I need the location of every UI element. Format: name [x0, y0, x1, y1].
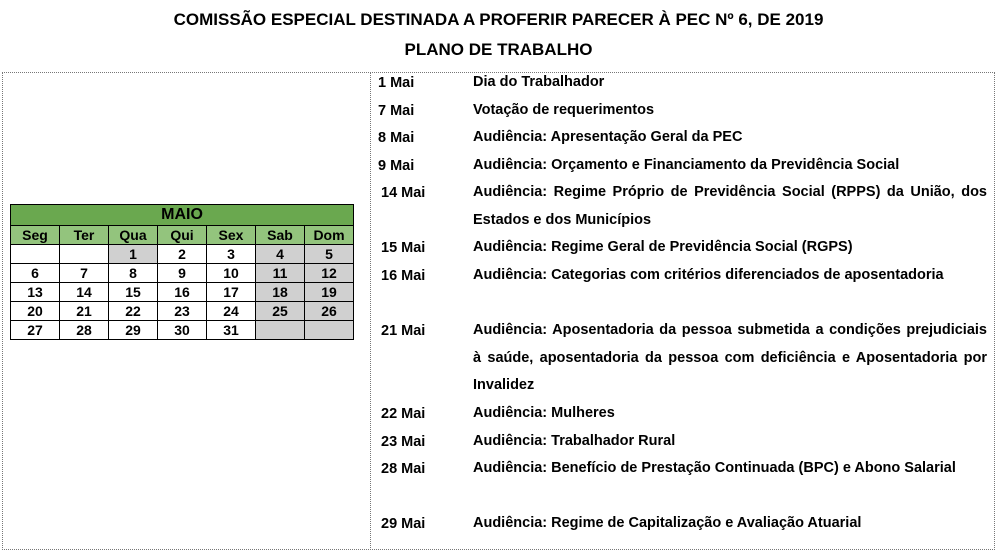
calendar-day: 20: [11, 302, 60, 321]
schedule-date: 29 Mai: [381, 516, 426, 532]
calendar-day: 3: [207, 245, 256, 264]
schedule-date: 1 Mai: [378, 75, 415, 91]
schedule-date: 14 Mai: [381, 185, 426, 201]
calendar-day: 28: [60, 321, 109, 340]
calendar-day: [60, 245, 109, 264]
schedule-description: Audiência: Regime Geral de Previdência Social (RGPS): [473, 239, 853, 255]
schedule-date: 21 Mai: [381, 323, 426, 339]
calendar-day: 7: [60, 264, 109, 283]
calendar-day: 6: [11, 264, 60, 283]
calendar-day: [11, 245, 60, 264]
calendar-day: 11: [256, 264, 305, 283]
schedule-description: Votação de requerimentos: [473, 102, 655, 118]
calendar-day: 30: [158, 321, 207, 340]
weekday-header: Sex: [207, 226, 256, 245]
weekday-header: Sab: [256, 226, 305, 245]
calendar-day: 29: [109, 321, 158, 340]
schedule-description: Audiência: Mulheres: [473, 405, 615, 421]
calendar-day: 23: [158, 302, 207, 321]
weekday-header: Qua: [109, 226, 158, 245]
calendar-day: 21: [60, 302, 109, 321]
weekday-header: Dom: [305, 226, 354, 245]
schedule-date: 8 Mai: [378, 130, 415, 146]
calendar-day: 19: [305, 283, 354, 302]
schedule-description: Audiência: Orçamento e Financiamento da Previdência Social: [473, 157, 900, 173]
calendar-day: 9: [158, 264, 207, 283]
weekday-header: Ter: [60, 226, 109, 245]
calendar-day: 16: [158, 283, 207, 302]
calendar-day: 8: [109, 264, 158, 283]
calendar-day: [256, 321, 305, 340]
schedule-date: 7 Mai: [378, 103, 415, 119]
calendar-day: 31: [207, 321, 256, 340]
calendar-day: 24: [207, 302, 256, 321]
calendar-day: 22: [109, 302, 158, 321]
schedule-date: 15 Mai: [381, 240, 426, 256]
schedule-description: Audiência: Regime de Capitalização e Avaliação Atuarial: [473, 515, 862, 531]
calendar-may: [10, 204, 354, 340]
schedule-description: Dia do Trabalhador: [473, 74, 605, 90]
schedule-date: 9 Mai: [378, 158, 415, 174]
schedule-date: 22 Mai: [381, 406, 426, 422]
schedule-description: Audiência: Categorias com critérios diferenciados de aposentadoria: [473, 267, 944, 283]
weekday-header: Seg: [11, 226, 60, 245]
calendar-day: 5: [305, 245, 354, 264]
schedule-description: Audiência: Trabalhador Rural: [473, 433, 676, 449]
schedule-description: Audiência: Aposentadoria da pessoa submetida a condições prejudiciais à saúde, aposentadoria da pessoa com deficiência e Aposentadoria por Invalidez: [473, 322, 987, 393]
document-subtitle: PLANO DE TRABALHO: [404, 40, 593, 59]
calendar-day: 2: [158, 245, 207, 264]
calendar-day: 13: [11, 283, 60, 302]
schedule-description: Audiência: Benefício de Prestação Continuada (BPC) e Abono Salarial: [473, 460, 956, 476]
weekday-header: Qui: [158, 226, 207, 245]
calendar-day: 10: [207, 264, 256, 283]
schedule-description: Audiência: Apresentação Geral da PEC: [473, 129, 743, 145]
document-title: COMISSÃO ESPECIAL DESTINADA A PROFERIR PARECER À PEC Nº 6, DE 2019: [173, 10, 824, 29]
calendar-day: 26: [305, 302, 354, 321]
calendar-day: 1: [109, 245, 158, 264]
column-divider: [370, 72, 371, 550]
calendar-day: 14: [60, 283, 109, 302]
schedule-date: 16 Mai: [381, 268, 426, 284]
calendar-day: 25: [256, 302, 305, 321]
calendar-day: 27: [11, 321, 60, 340]
calendar-month: MAIO: [11, 205, 354, 226]
schedule-description: Audiência: Regime Próprio de Previdência Social (RPPS) da União, dos Estados e dos Municípios: [473, 184, 987, 228]
calendar-day: 18: [256, 283, 305, 302]
calendar-day: 17: [207, 283, 256, 302]
calendar-day: 4: [256, 245, 305, 264]
schedule-date: 23 Mai: [381, 434, 426, 450]
calendar-day: 15: [109, 283, 158, 302]
calendar-day: 12: [305, 264, 354, 283]
calendar-day: [305, 321, 354, 340]
schedule-date: 28 Mai: [381, 461, 426, 477]
